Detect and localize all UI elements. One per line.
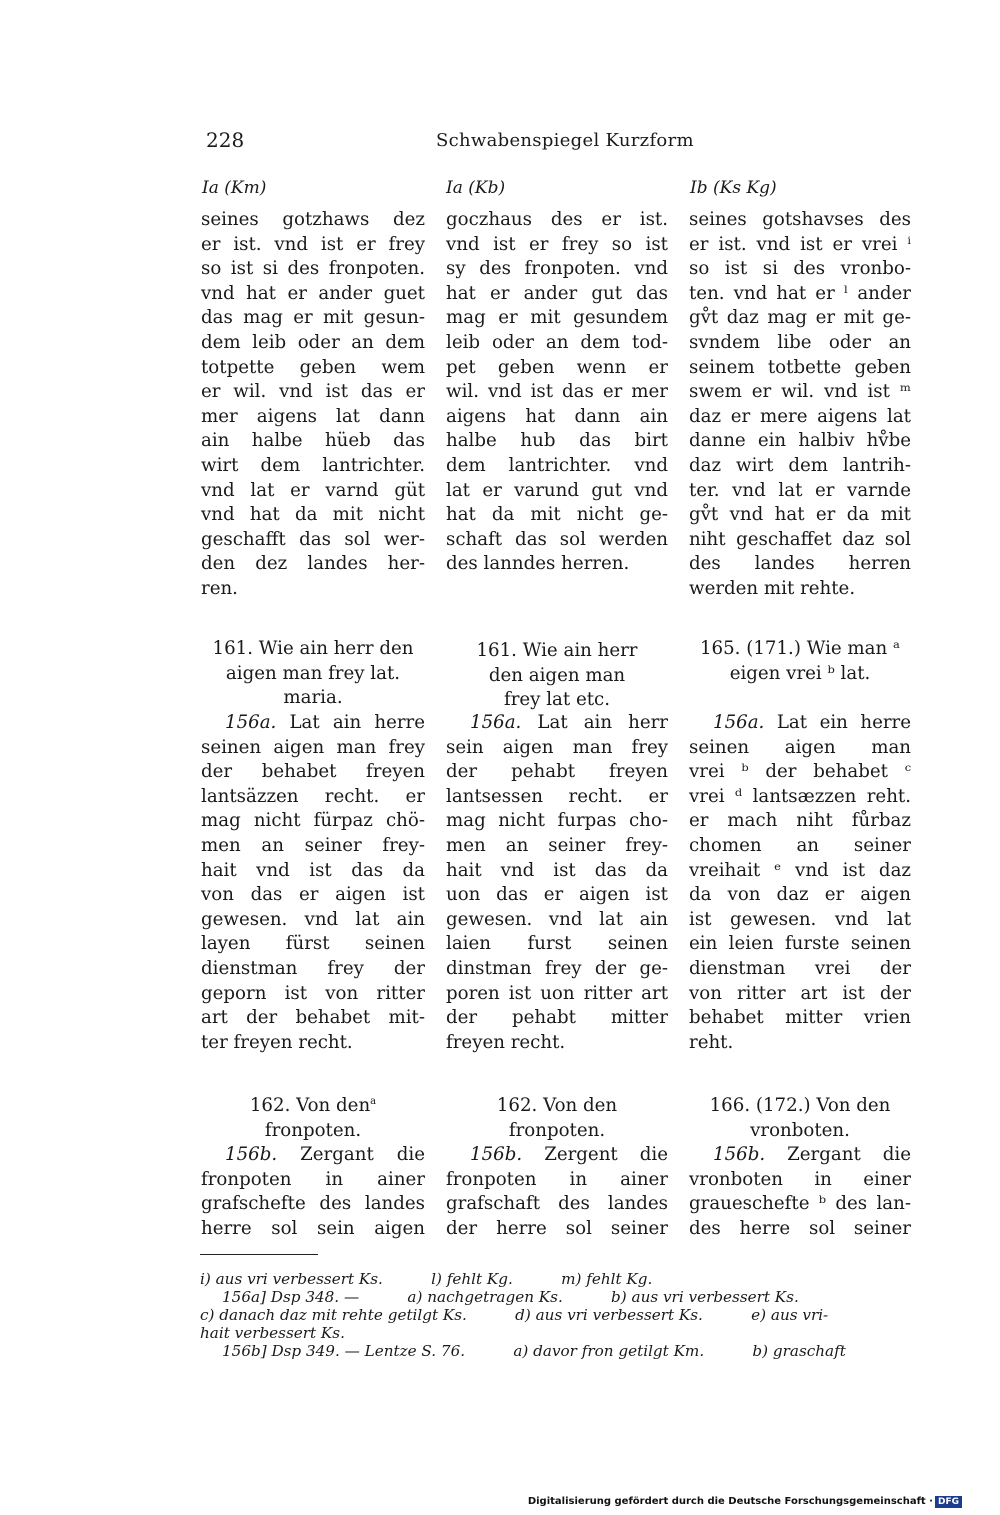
text-line: chomen an seiner: [689, 834, 911, 856]
text-line: von ritter art ist der: [689, 982, 911, 1004]
text-line: svndem libe oder an: [689, 331, 911, 353]
text-line: art der behabet mit-: [201, 1007, 425, 1029]
text-line: das mag er mit gesun-: [201, 307, 425, 329]
text-line: ain halbe hüeb das: [201, 430, 425, 452]
text-line-content: Lat ein herre: [764, 712, 911, 733]
text-line: seinem totbette geben: [689, 356, 911, 378]
text-line: pet geben wenn er: [446, 356, 668, 378]
paragraph-number: 156a.: [713, 712, 765, 733]
text-line: vnd hat da mit nicht: [201, 504, 425, 526]
text-line: vrei ᵇ der behabet ᶜ: [689, 761, 911, 783]
text-line: dienstman frey der: [201, 957, 425, 979]
column-3-section-title-166: [689, 1094, 911, 1143]
text-line: lat er varund gut vnd: [446, 479, 668, 501]
section-title-line: fronpoten.: [508, 1119, 606, 1141]
text-line: reht.: [689, 1031, 734, 1053]
text-line: ren.: [201, 577, 238, 599]
text-line: er mach niht fůrbaz: [689, 810, 911, 832]
text-line: [689, 711, 911, 736]
text-line-content: Zergant die: [277, 1144, 425, 1165]
text-line: ein leien furste seinen: [689, 933, 911, 955]
text-line: dinstman frey der ge-: [446, 957, 668, 979]
text-line: von das er aigen ist: [201, 884, 425, 906]
footnote-line: c) danach daz mit rehte getilgt Ks. d) aus vri verbessert Ks. e) aus vri-: [200, 1306, 829, 1324]
text-line: wirt dem lantrichter.: [201, 454, 425, 476]
text-line: seinen aigen man frey: [201, 736, 425, 758]
text-line: vronboten in einer: [689, 1168, 911, 1190]
text-line: dienstman vrei der: [689, 957, 911, 979]
section-title-line: fronpoten.: [264, 1119, 362, 1141]
column-1-section-title-162: [201, 1094, 425, 1143]
text-line: halbe hub das birt: [446, 430, 668, 452]
column-2-block-2: [446, 711, 668, 1055]
text-line: sein aigen man frey: [446, 736, 668, 758]
text-line: [201, 1143, 425, 1168]
text-line: grafschaft des landes: [446, 1193, 668, 1215]
text-line: vrei ᵈ lantsæzzen reht.: [689, 785, 911, 807]
text-line: grafschefte des landes: [201, 1193, 425, 1215]
footnote-marker: a: [370, 1095, 377, 1107]
text-line: der behabet freyen: [201, 761, 425, 783]
footnote-rule: [200, 1254, 318, 1255]
text-line: danne ein halbiv hv̊be: [689, 430, 911, 452]
text-line-content: Zergant die: [765, 1144, 911, 1165]
text-line-content: Lat ain herr: [521, 712, 668, 733]
footnote-line: i) aus vri verbessert Ks. l) fehlt Kg. m) fehlt Kg.: [200, 1270, 653, 1288]
column-heading-2: Ia (Kb): [446, 178, 506, 198]
column-2-block-3: [446, 1143, 668, 1241]
column-1-section-title-161: [201, 637, 425, 711]
text-line: fronpoten in ainer: [446, 1168, 668, 1190]
footnote-line: 156b] Dsp 349. — Lentze S. 76. a) davor fron getilgt Km. b) graschaft: [222, 1342, 846, 1360]
text-line: [689, 1143, 911, 1168]
section-title-line: vronboten.: [750, 1119, 850, 1141]
text-line: werden mit rehte.: [689, 577, 856, 599]
text-line: da von daz er aigen: [689, 884, 911, 906]
text-line: hait vnd ist das da: [446, 859, 668, 881]
digitization-credit: [528, 1496, 962, 1508]
column-3-block-1: [689, 208, 911, 602]
column-2-section-title-161: [446, 639, 668, 713]
text-line: vnd hat er ander guet: [201, 282, 425, 304]
text-line: hat da mit nicht ge-: [446, 504, 668, 526]
text-line: lantsessen recht. er: [446, 785, 668, 807]
column-heading-1: Ia (Km): [202, 178, 267, 198]
text-line: freyen recht.: [446, 1031, 566, 1053]
text-line: dem lantrichter. vnd: [446, 454, 668, 476]
text-line: hait vnd ist das da: [201, 859, 425, 881]
footnotes: [200, 1270, 910, 1360]
column-heading-3: Ib (Ks Kg): [690, 178, 777, 198]
text-line: des lanndes herren.: [446, 553, 630, 575]
text-line: des herre sol seiner: [689, 1217, 911, 1239]
section-title-line: 165. (171.) Wie man ᵃ: [699, 638, 901, 659]
text-line: daz wirt dem lantrih-: [689, 454, 911, 476]
column-1-block-1: [201, 208, 425, 602]
column-3-block-2: [689, 711, 911, 1055]
text-line: goczhaus des er ist.: [446, 209, 668, 230]
text-line: men an seiner frey-: [446, 834, 668, 856]
text-line: laien furst seinen: [446, 933, 668, 955]
text-line-content: Zergent die: [522, 1144, 668, 1165]
text-line: seines gotzhaws dez: [201, 209, 425, 230]
text-line: behabet mitter vrien: [689, 1007, 911, 1029]
section-title-line: 161. Wie ain herr den: [212, 638, 414, 659]
text-line: so ist si des fronpoten.: [201, 258, 425, 280]
paragraph-number: 156a.: [225, 712, 277, 733]
text-line: hat er ander gut das: [446, 282, 668, 304]
text-line: schaft das sol werden: [446, 528, 668, 550]
paragraph-number: 156a.: [470, 712, 522, 733]
text-line: ter freyen recht.: [201, 1031, 353, 1053]
text-line: so ist si des vronbo-: [689, 258, 911, 280]
section-title-line: 162. Von den: [496, 1095, 618, 1116]
page-number: 228: [206, 128, 245, 152]
text-line: der pehabt mitter: [446, 1007, 668, 1029]
text-line: daz er mere aigens lat: [689, 405, 911, 427]
text-line: niht geschaffet daz sol: [689, 528, 911, 550]
text-line: ter. vnd lat er varnde: [689, 479, 911, 501]
text-line: dem leib oder an dem: [201, 331, 425, 353]
section-title-line: den aigen man: [488, 664, 626, 686]
text-line: men an seiner frey-: [201, 834, 425, 856]
column-2-section-title-162: [446, 1094, 668, 1143]
text-line: [201, 711, 425, 736]
text-line: swem er wil. vnd ist ᵐ: [689, 381, 911, 403]
column-3-block-3: [689, 1143, 911, 1241]
text-line: totpette geben wem: [201, 356, 425, 378]
dfg-logo: DFG: [935, 1496, 962, 1508]
text-line: sy des fronpoten. vnd: [446, 258, 668, 280]
text-line: des landes herren: [689, 553, 911, 575]
text-line: [446, 711, 668, 736]
text-line: vnd lat er varnd güt: [201, 479, 425, 501]
text-line: uon das er aigen ist: [446, 884, 668, 906]
text-line: vnd ist er frey so ist: [446, 233, 668, 255]
page-header: [200, 128, 912, 158]
digitization-credit-text: Digitalisierung gefördert durch die Deutsche Forschungsgemeinschaft ·: [527, 1496, 933, 1507]
text-line: lantsäzzen recht. er: [201, 785, 425, 807]
text-line: gv̊t daz mag er mit ge-: [689, 307, 911, 329]
footnote-line: 156a] Dsp 348. — a) nachgetragen Ks. b) aus vri verbessert Ks.: [222, 1288, 799, 1306]
footnote-line: hait verbessert Ks.: [200, 1324, 345, 1342]
text-line: fronpoten in ainer: [201, 1168, 425, 1190]
text-line: [446, 1143, 668, 1168]
text-line: gv̊t vnd hat er da mit: [689, 504, 911, 526]
text-line: seines gotshavses des: [689, 209, 911, 230]
text-line: der herre sol seiner: [446, 1217, 668, 1239]
column-2-block-1: [446, 208, 668, 577]
section-title-line: 161. Wie ain herr: [476, 640, 638, 661]
text-line: gewesen. vnd lat ain: [201, 908, 425, 930]
text-line: geschafft das sol wer-: [201, 528, 425, 550]
text-line: graueschefte ᵇ des lan-: [689, 1193, 911, 1215]
section-title-line: eigen vrei ᵇ lat.: [729, 662, 871, 684]
text-line: der pehabt freyen: [446, 761, 668, 783]
text-line: seinen aigen man: [689, 736, 911, 758]
section-title-line: frey lat etc.: [503, 689, 611, 711]
column-1-block-2: [201, 711, 425, 1055]
column-1-block-3: [201, 1143, 425, 1241]
column-3-section-title-165: [689, 637, 911, 686]
paragraph-number: 156b.: [225, 1144, 278, 1165]
section-title-line: 166. (172.) Von den: [709, 1095, 891, 1116]
section-title-line: aigen man frey lat.: [225, 662, 401, 684]
text-line: ten. vnd hat er ˡ ander: [689, 282, 911, 304]
text-line: poren ist uon ritter art: [446, 982, 668, 1004]
text-line: mag nicht furpas cho-: [446, 810, 668, 832]
running-title: Schwabenspiegel Kurzform: [436, 130, 694, 151]
text-line: den dez landes her-: [201, 553, 425, 575]
text-line: wil. vnd ist das er mer: [446, 381, 668, 403]
text-line: ist gewesen. vnd lat: [689, 908, 911, 930]
text-line: er ist. vnd ist er vrei ⁱ: [689, 233, 911, 255]
text-line: herre sol sein aigen: [201, 1217, 425, 1239]
text-line-content: Lat ain herre: [276, 712, 425, 733]
text-line: geporn ist von ritter: [201, 982, 425, 1004]
text-line: mag er mit gesundem: [446, 307, 668, 329]
text-line: mer aigens lat dann: [201, 405, 425, 427]
paragraph-number: 156b.: [713, 1144, 766, 1165]
text-line: leib oder an dem tod-: [446, 331, 668, 353]
text-line: er wil. vnd ist das er: [201, 381, 425, 403]
text-line: mag nicht fürpaz chö-: [201, 810, 425, 832]
text-line: er ist. vnd ist er frey: [201, 233, 425, 255]
text-line: aigens hat dann ain: [446, 405, 668, 427]
paragraph-number: 156b.: [470, 1144, 523, 1165]
section-title-line: 162. Von den$^a$: [249, 1095, 377, 1116]
text-line: gewesen. vnd lat ain: [446, 908, 668, 930]
text-line: layen fürst seinen: [201, 933, 425, 955]
text-line: vreihait ᵉ vnd ist daz: [689, 859, 911, 881]
section-title-line: maria.: [283, 687, 343, 709]
